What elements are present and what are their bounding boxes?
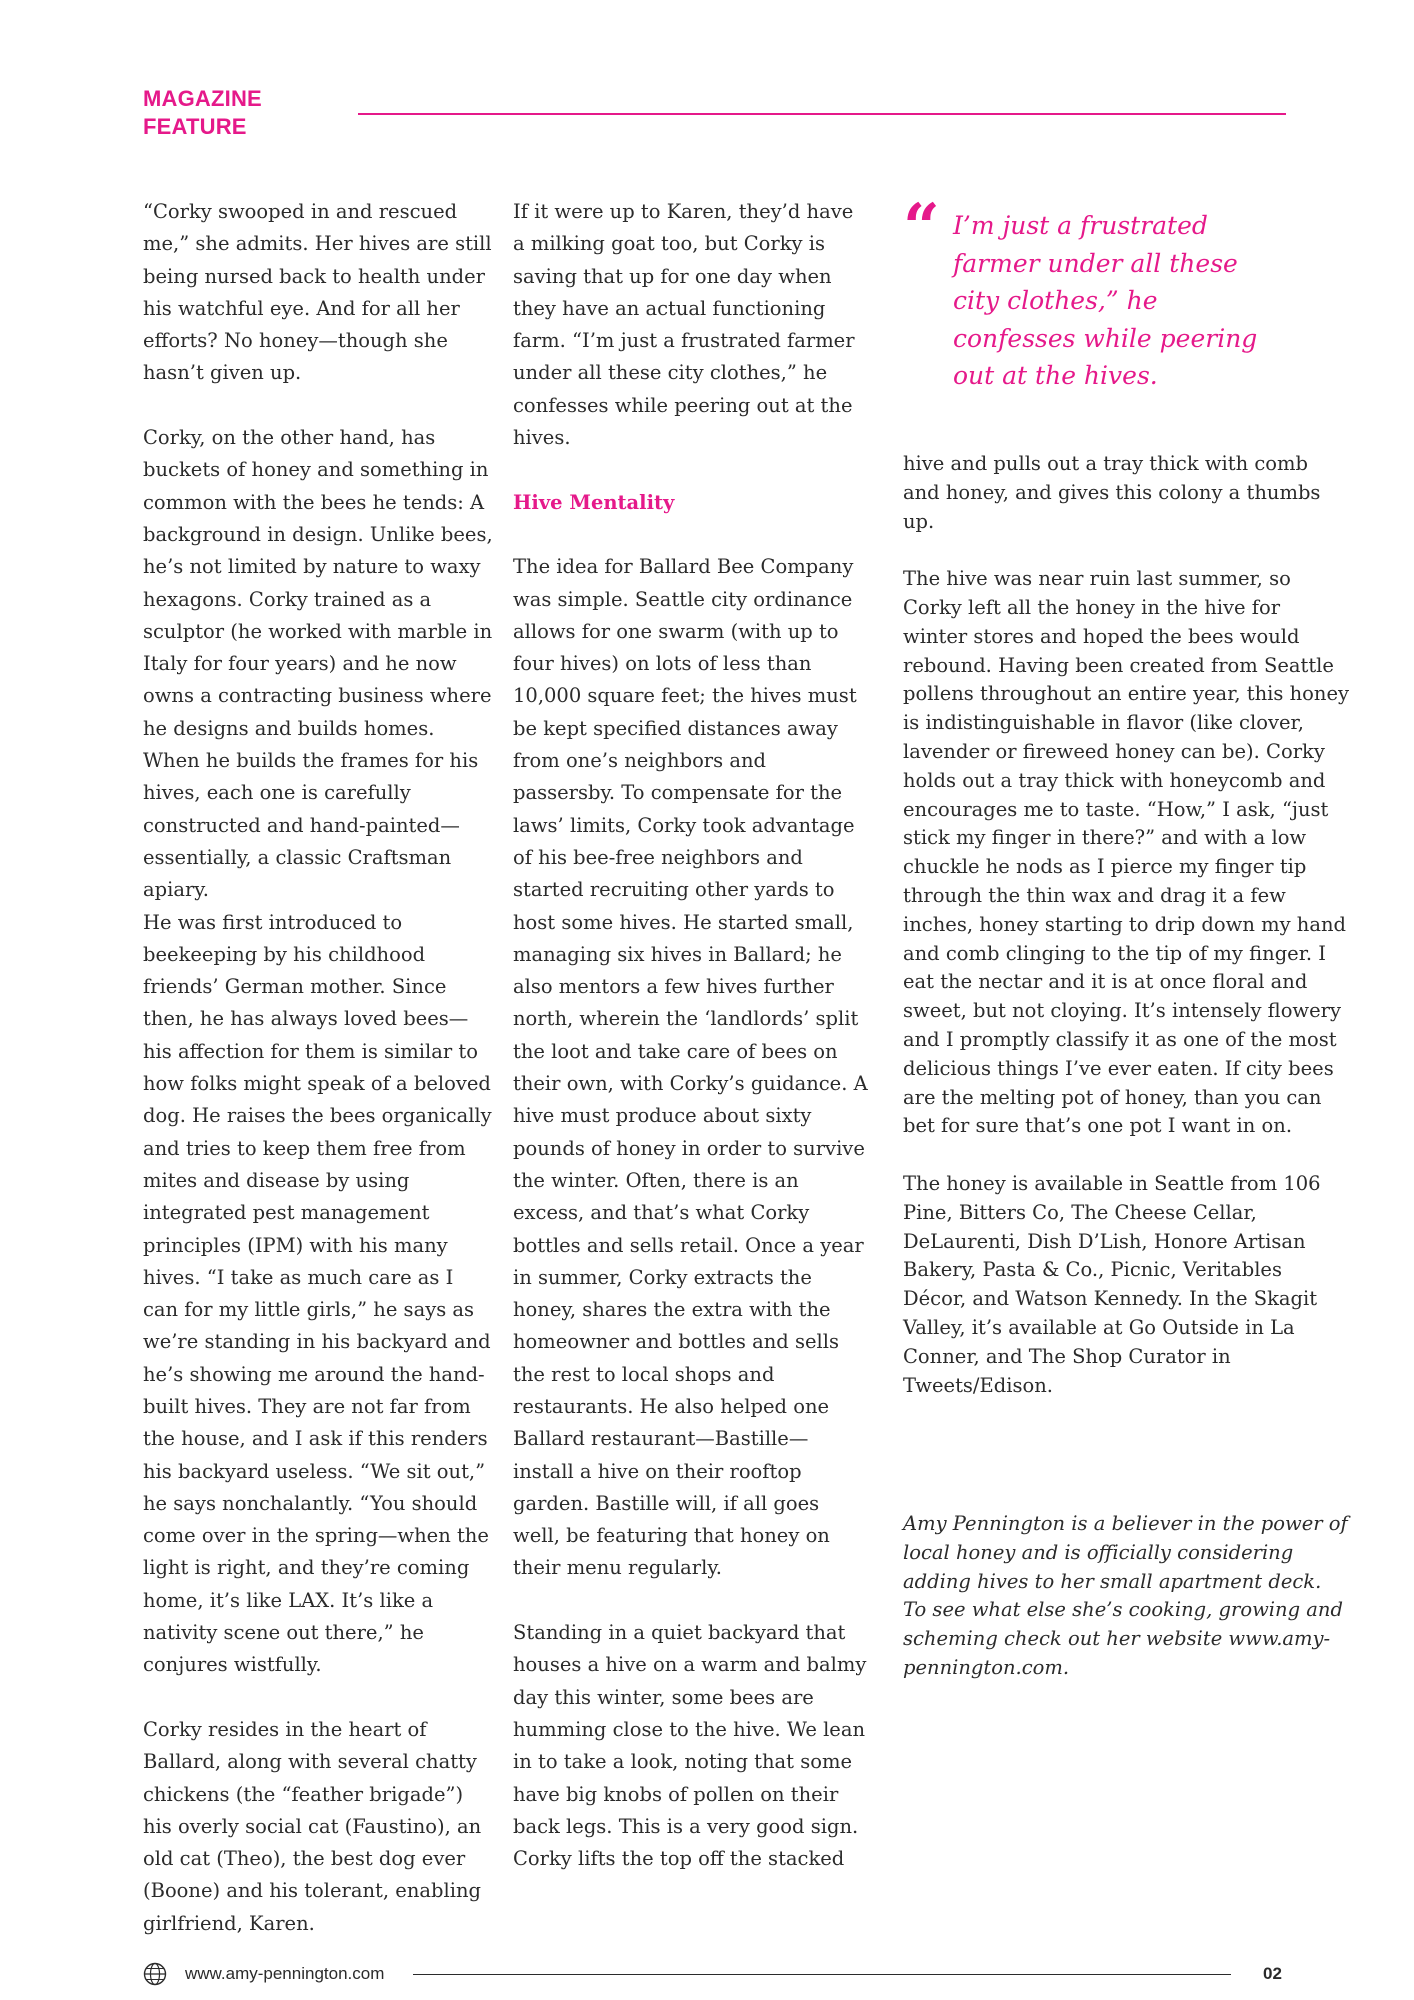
paragraph: He was first introduced to beekeeping by his childhood friends’ German mother. Since then, he has always loved bees—his affection for them is similar to how folks might speak of a beloved dog. He raises the bees organically and tries to keep them free from mites and disease by using integrated pest management principles (IPM) with his many hives. “I take as much care as I can for my little girls,” he says as we’re standing in his backyard and he’s showing me around the hand-built hives. They are not far from the house, and I ask if this renders his backyard useless. “We sit out,” he says nonchalantly. “You should come over in the spring—when the light is right, and they’re coming home, it’s like LAX. It’s like a nativity scene out there,” he conjures wistfully. <box>143 910 492 1677</box>
quote-mark-icon: “ <box>903 190 940 265</box>
paragraph: Corky, on the other hand, has buckets of honey and something in common with the bees he tends: A background in design. Unlike bees, he’s not limited by nature to waxy hexagons. Corky trained as a sculptor (he worked with marble in Italy for four years) and he now owns a contracting business where he designs and builds homes. When he builds the frames for his hives, each one is carefully constructed and hand-painted—essentially, a classic Craftsman apiary. <box>143 426 493 902</box>
globe-icon <box>143 1962 167 1986</box>
paragraph: The honey is available in Seattle from 106 Pine, Bitters Co, The Cheese Cellar, DeLaurenti, Dish D’Lish, Honore Artisan Bakery, Pasta & Co., Picnic, Veritables Décor, and Watson Kennedy. In the Skagit Valley, it’s available at Go Outside in La Conner, and The Shop Curator in Tweets/Edison. <box>903 1171 1321 1397</box>
section-subheading: Hive Mentality <box>513 490 675 514</box>
paragraph: If it were up to Karen, they’d have a milking goat too, but Corky is saving that up for one day when they have an actual functioning farm. “I’m just a frustrated farmer under all these city clothes,” he confesses while peering out at the hives. <box>513 200 855 450</box>
paragraph: “Corky swooped in and rescued me,” she admits. Her hives are still being nursed back to health under his watchful eye. And for all her efforts? No honey—though she hasn’t given up. <box>143 200 492 385</box>
paragraph: The idea for Ballard Bee Company was simple. Seattle city ordinance allows for one swarm (with up to four hives) on lots of less than 10,000 square feet; the hives must be kept specified distances away from one’s neighbors and passersby. To compensate for the laws’ limits, Corky took advantage of his bee-free neighbors and started recruiting other yards to host some hives. He started small, managing six hives in Ballard; he also mentors a few hives further north, wherein the ‘landlords’ split the loot and take care of bees on their own, with Corky’s guidance. A hive must produce about sixty pounds of honey in order to survive the winter. Often, there is an excess, and that’s what Corky bottles and sells retail. Once a year in summer, Corky extracts the honey, shares the extra with the homeowner and bottles and sells the rest to local shops and restaurants. He also helped one Ballard restaurant—Bastille—install a hive on their rooftop garden. Bastille will, if all goes well, be featuring that honey on their menu regularly. <box>513 555 868 1580</box>
page-footer <box>143 1960 1293 1988</box>
website-link[interactable]: www.amy-pennington.com <box>185 1964 385 1983</box>
pull-quote: I’m just a frustrated farmer under all these city clothes,” he confesses while peering out at the hives. <box>953 211 1258 390</box>
header-rule <box>358 113 1286 115</box>
section-label-line1: MAGAZINE <box>143 86 262 111</box>
paragraph: Corky resides in the heart of Ballard, along with several chatty chickens (the “feather brigade”) his overly social cat (Faustino), an old cat (Theo), the best dog ever (Boone) and his tolerant, enabling girlfriend, Karen. <box>143 1717 482 1935</box>
article-column-1 <box>143 196 493 1972</box>
article-column-2 <box>513 196 868 1908</box>
paragraph: Standing in a quiet backyard that houses a hive on a warm and balmy day this winter, some bees are humming close to the hive. We lean in to take a look, noting that some have big knobs of pollen on their back legs. This is a very good sign. Corky lifts the top off the stacked <box>513 1621 867 1871</box>
author-bio: Amy Pennington is a believer in the power of local honey and is officially considering adding hives to her small apartment deck. To see what else she’s cooking, growing and scheming check out her website www.amy-pennington.com. <box>903 1512 1348 1679</box>
section-label-line2: FEATURE <box>143 114 247 139</box>
section-label <box>143 85 262 141</box>
page-number: 02 <box>1263 1964 1282 1983</box>
paragraph: The hive was near ruin last summer, so Corky left all the honey in the hive for winter stores and hoped the bees would rebound. Having been created from Seattle pollens throughout an entire year, this honey is indistinguishable in flavor (like clover, lavender or fireweed honey can be). Corky holds out a tray thick with honeycomb and encourages me to taste. “How,” I ask, “just stick my finger in there?” and with a low chuckle he nods as I pierce my finger tip through the thin wax and drag it a few inches, honey starting to drip down my hand and comb clinging to the tip of my finger. I eat the nectar and it is at once floral and sweet, but not cloying. It’s intensely flowery and I promptly classify it as one of the most delicious things I’ve ever eaten. If city bees are the melting pot of honey, than you can bet for sure that’s one pot I want in on. <box>903 567 1350 1138</box>
footer-rule <box>413 1974 1231 1975</box>
paragraph: hive and pulls out a tray thick with comb and honey, and gives this colony a thumbs up. <box>903 452 1321 533</box>
article-column-3 <box>903 450 1350 1429</box>
